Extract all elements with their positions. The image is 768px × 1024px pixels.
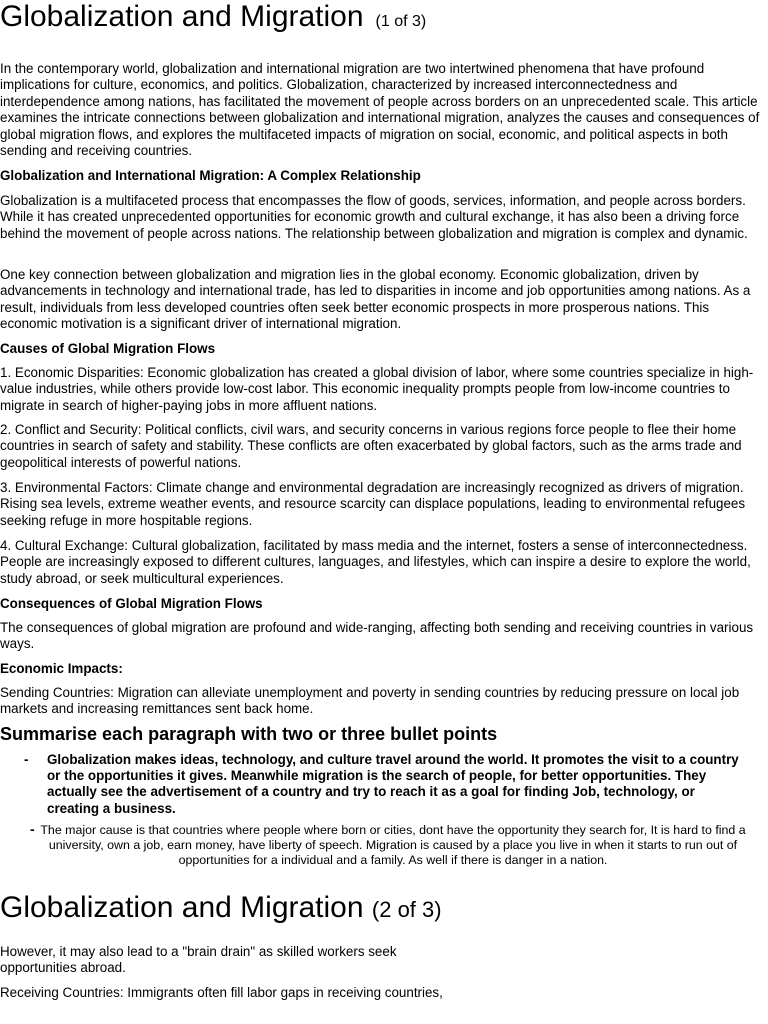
cause-environmental-factors: 3. Environmental Factors: Climate change and environmental degradation are increasingly recognized as drivers of migration. Rising sea levels, extreme weather events, and resource scarcity can displace populations, leading to environmental refugees seeking refuge in more hospitable regions. — [0, 480, 746, 528]
heading-relationship: Globalization and International Migration: A Complex Relationship — [0, 168, 421, 183]
summary-bullet-1 — [24, 752, 740, 817]
cause-cultural-exchange: 4. Cultural Exchange: Cultural globalization, facilitated by mass media and the internet, fosters a sense of interconnectedness. People are increasingly exposed to different cultures, languages, and lifestyles, which can inspire a desire to explore the world, study abroad, or seek multicultural experiences. — [0, 538, 751, 586]
relationship-paragraph-1: Globalization is a multifaceted process that encompasses the flow of goods, services, information, and people across borders. While it has created unprecedented opportunities for economic growth and cultural exchange, it has also been a driving force behind the movement of people across nations. The relationship between globalization and migration is complex and dynamic. — [0, 193, 748, 241]
heading-economic-impacts: Economic Impacts: — [0, 661, 123, 676]
page-2-paragraph-1: However, it may also lead to a "brain drain" as skilled workers seek opportunities abroad. — [0, 944, 397, 976]
consequences-paragraph: The consequences of global migration are profound and wide-ranging, affecting both sending and receiving countries in various ways. — [0, 620, 754, 652]
cause-economic-disparities: 1. Economic Disparities: Economic globalization has created a global division of labor, where some countries specialize in high-value industries, while others provide low-cost labor. This economic inequality prompts people from low-income countries to migrate in search of higher-paying jobs in more affluent nations. — [0, 365, 754, 413]
heading-causes: Causes of Global Migration Flows — [0, 341, 216, 356]
economic-paragraph: Sending Countries: Migration can alleviate unemployment and poverty in sending countries by reducing pressure on local job markets and increasing remittances sent back home. — [0, 685, 740, 717]
task-prompt: Summarise each paragraph with two or three bullet points — [0, 724, 498, 744]
title-text: Globalization and Migration — [0, 0, 364, 33]
bullet-marker: - — [30, 821, 35, 837]
heading-consequences: Consequences of Global Migration Flows — [0, 596, 263, 611]
summary-bullet-2-text: The major cause is that countries where people where born or cities, dont have the opportunity they search for, It is hard to find a university, own a job, earn money, have liberty of speech. Migration is caused by a place you live in when it starts to run out of opportunities for a individual and a family. As well if there is danger in a nation. — [40, 823, 746, 868]
relationship-paragraph-2: One key connection between globalization and migration lies in the global economy. Economic globalization, driven by advancements in technology and international trade, has led to disparities in income and job opportunities among nations. As a result, individuals from less developed countries often seek better economic prospects in more prosperous nations. This economic motivation is a significant driver of international migration. — [0, 267, 751, 332]
page-2-paragraph-2: Receiving Countries: Immigrants often fill labor gaps in receiving countries, — [0, 985, 443, 1000]
bullet-marker: - — [24, 752, 29, 767]
page-indicator: (1 of 3) — [375, 13, 427, 30]
title-text: Globalization and Migration — [0, 891, 364, 924]
summary-bullet-2 — [30, 823, 756, 869]
page-1-title — [0, 0, 426, 39]
page-indicator: (2 of 3) — [371, 897, 442, 922]
summary-bullet-1-text: Globalization makes ideas, technology, and culture travel around the world. It promotes the visit to a country or the opportunities it gives. Meanwhile migration is the search of people, for better opportunities. They actually see the advertisement of a country and try to reach it as a goal for finding Job, technology, or creating a business. — [47, 752, 739, 816]
cause-conflict-security: 2. Conflict and Security: Political conflicts, civil wars, and security concerns in various regions force people to flee their home countries in search of safety and stability. These conflicts are often exacerbated by global factors, such as the arms trade and geopolitical interests of powerful nations. — [0, 422, 742, 470]
intro-paragraph: In the contemporary world, globalization and international migration are two intertwined phenomena that have profound implications for culture, economics, and politics. Globalization, characterized by increased interconnectedness and interdependence among nations, has facilitated the movement of people across borders on an unprecedented scale. This article examines the intricate connections between globalization and international migration, analyzes the causes and consequences of global migration flows, and explores the multifaceted impacts of migration on social, economic, and political aspects in both sending and receiving countries. — [0, 61, 760, 159]
page-2-title — [0, 891, 442, 927]
